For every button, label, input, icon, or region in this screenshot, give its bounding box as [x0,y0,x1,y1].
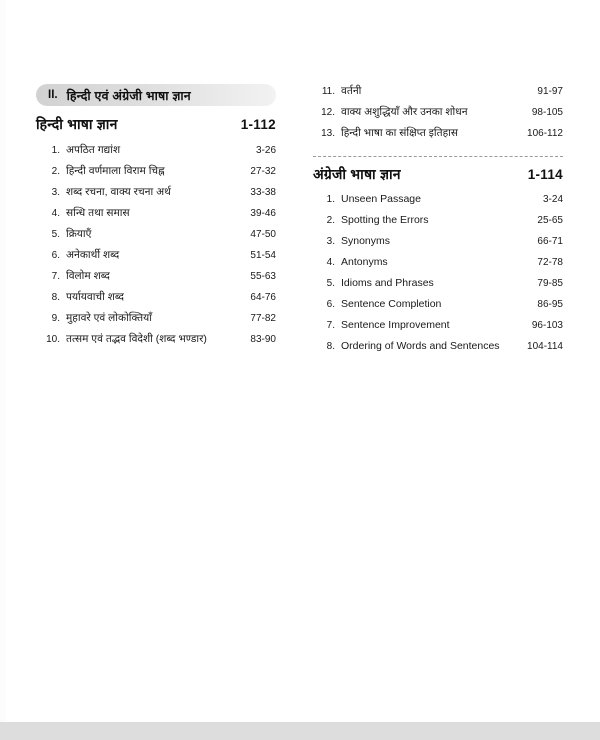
toc-row[interactable] [36,311,276,332]
toc-row[interactable] [313,319,563,340]
toc-row[interactable] [313,193,563,214]
toc-row-pages: 79-85 [537,278,563,289]
toc-row-pages: 51-54 [250,250,276,261]
part-page-range: 1-114 [527,167,563,182]
part-page-range: 1-112 [240,117,276,132]
toc-row-label: Sentence Completion [341,298,442,310]
toc-row-label: Idioms and Phrases [341,277,434,289]
toc-row-label: वर्तनी [341,85,362,97]
toc-row-index: 6. [326,299,335,310]
toc-row[interactable] [313,214,563,235]
part-title: हिन्दी भाषा ज्ञान [36,116,118,132]
toc-row[interactable] [313,298,563,319]
toc-row[interactable] [36,269,276,290]
toc-row-label: अनेकार्थी शब्द [66,249,120,261]
toc-row-label: मुहावरे एवं लोकोक्तियाँ [66,312,152,324]
toc-row-pages: 39-46 [250,208,276,219]
toc-row[interactable] [36,185,276,206]
toc-row-index: 3. [326,236,335,247]
toc-row-index: 3. [51,187,60,198]
part-title: अंग्रेजी भाषा ज्ञान [313,166,401,182]
toc-row-index: 4. [51,208,60,219]
toc-row[interactable] [313,105,563,126]
toc-row[interactable] [313,340,563,361]
page-bottom-band [0,722,600,740]
toc-row-pages: 25-65 [537,215,563,226]
toc-row-label: Spotting the Errors [341,214,429,226]
toc-row-pages: 3-24 [542,194,563,205]
toc-row-index: 4. [326,257,335,268]
toc-row[interactable] [36,227,276,248]
part-heading-hindi [36,115,276,134]
toc-row-pages: 27-32 [250,166,276,177]
toc-row-label: Synonyms [341,235,391,247]
toc-row-index: 1. [326,194,335,205]
toc-row-pages: 77-82 [250,313,276,324]
toc-list-english [313,193,563,361]
toc-row-label: शब्द रचना, वाक्य रचना अर्थ [66,186,171,198]
toc-row-pages: 47-50 [250,229,276,240]
toc-row-pages: 86-95 [537,299,563,310]
toc-row-index: 2. [326,215,335,226]
toc-row-label: अपठित गद्यांश [66,144,121,156]
toc-row-pages: 104-114 [527,341,563,352]
toc-row-index: 10. [46,334,60,345]
toc-row-label: वाक्य अशुद्धियाँ और उनका शोधन [341,106,468,118]
toc-row-index: 11. [321,86,335,97]
toc-row-index: 6. [51,250,60,261]
toc-row[interactable] [36,290,276,311]
toc-row-index: 7. [51,271,60,282]
toc-row-label: क्रियाएँ [66,228,92,240]
toc-row-index: 8. [326,341,335,352]
toc-row[interactable] [36,332,276,353]
part-heading-english [313,165,563,184]
toc-row-index: 9. [51,313,60,324]
section-divider [313,156,563,157]
section-title: हिन्दी एवं अंग्रेजी भाषा ज्ञान [66,88,191,103]
toc-row-pages: 72-78 [537,257,563,268]
toc-row-index: 12. [321,107,335,118]
right-column [313,84,563,361]
toc-row-label: पर्यायवाची शब्द [66,291,124,303]
toc-row-index: 2. [51,166,60,177]
toc-row-pages: 106-112 [527,128,563,139]
toc-row-pages: 66-71 [537,236,563,247]
toc-row[interactable] [36,248,276,269]
toc-row-index: 7. [326,320,335,331]
toc-row-index: 1. [51,145,60,156]
toc-row-label: हिन्दी भाषा का संक्षिप्त इतिहास [341,127,458,139]
toc-row-pages: 83-90 [250,334,276,345]
toc-row[interactable] [313,235,563,256]
toc-row-label: तत्सम एवं तद्भव विदेशी (शब्द भण्डार) [66,333,207,345]
toc-row-pages: 64-76 [250,292,276,303]
section-banner [36,84,276,106]
toc-row[interactable] [313,126,563,147]
toc-row[interactable] [36,206,276,227]
toc-row[interactable] [313,256,563,277]
toc-row-index: 8. [51,292,60,303]
toc-row[interactable] [313,84,563,105]
toc-row-pages: 91-97 [537,86,563,97]
toc-row-label: Ordering of Words and Sentences [341,340,500,352]
toc-row[interactable] [36,143,276,164]
toc-row-pages: 55-63 [250,271,276,282]
toc-row-label: Unseen Passage [341,193,421,205]
toc-row-index: 5. [51,229,60,240]
toc-row-index: 5. [326,278,335,289]
toc-row-label: Antonyms [341,256,388,268]
toc-list-hindi-part2 [313,84,563,147]
toc-row-pages: 98-105 [531,107,563,118]
toc-row-label: हिन्दी वर्णमाला विराम चिह्न [66,165,165,177]
section-numeral: II. [48,89,58,101]
toc-row[interactable] [36,164,276,185]
toc-row[interactable] [313,277,563,298]
toc-row-pages: 96-103 [531,320,563,331]
toc-row-index: 13. [321,128,335,139]
toc-row-label: Sentence Improvement [341,319,450,331]
toc-list-hindi-part1 [36,143,276,353]
toc-row-pages: 33-38 [250,187,276,198]
left-column [36,84,276,353]
toc-row-pages: 3-26 [255,145,276,156]
toc-row-label: सन्धि तथा समास [66,207,130,219]
toc-row-label: विलोम शब्द [66,270,110,282]
